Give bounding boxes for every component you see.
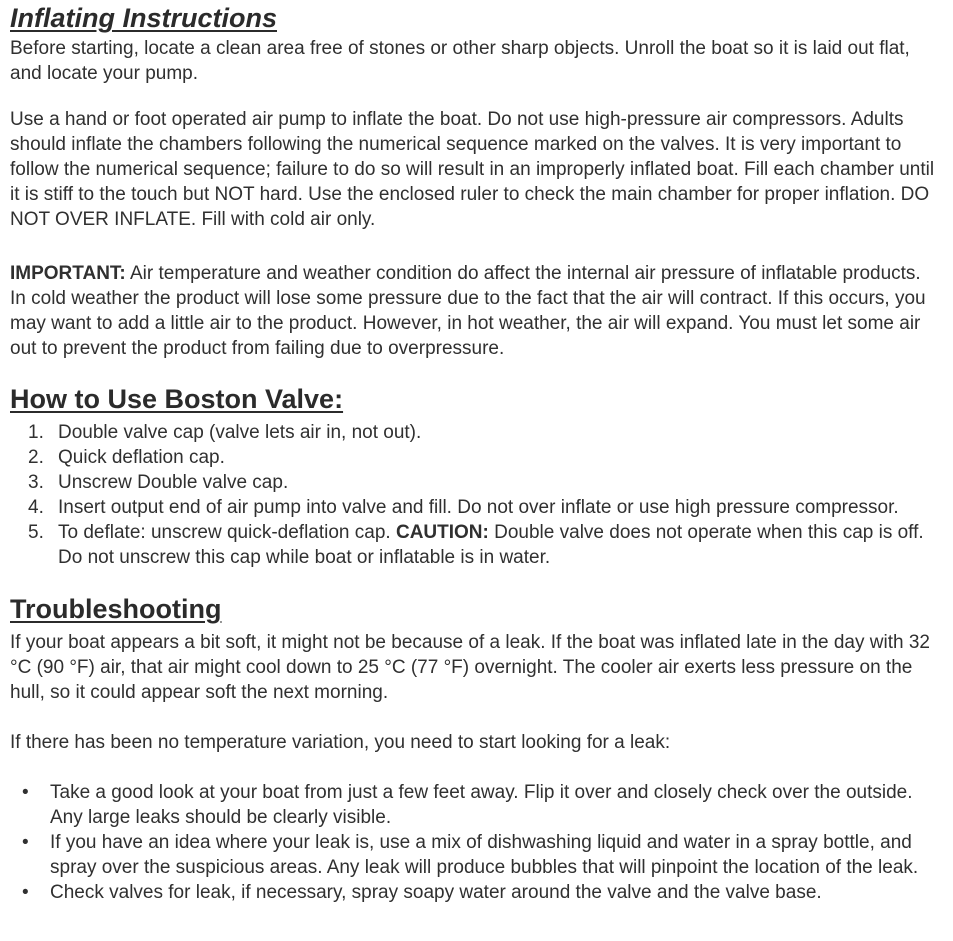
caution-label: CAUTION:: [395, 522, 489, 543]
paragraph-before-starting: Before starting, locate a clean area free of stones or other sharp objects. Unroll the boat so it is laid out flat, and locate your pump.: [10, 38, 910, 84]
list-item: [10, 420, 940, 445]
list-number: 3.: [28, 472, 44, 493]
list-item: [10, 470, 940, 495]
section-heading-inflating-instructions: Inflating Instructions: [10, 3, 277, 33]
section-heading-boston-valve: How to Use Boston Valve:: [10, 384, 344, 414]
paragraph-important: [10, 261, 940, 361]
list-item-text: Insert output end of air pump into valve and fill. Do not over inflate or use high pressure compressor.: [58, 497, 899, 518]
list-number: 1.: [28, 422, 44, 443]
important-text: Air temperature and weather condition do affect the internal air pressure of inflatable products. In cold weather the product will lose some pressure due to the fact that the air will contract. If this occurs, you may want to add a little air to the product. However, in hot weather, the air will expand. You must let some air out to prevent the product from failing due to overpressure.: [10, 263, 926, 359]
paragraph-soft-boat: If your boat appears a bit soft, it might not be because of a leak. If the boat was inflated late in the day with 32 °C (90 °F) air, that air might cool down to 25 °C (77 °F) overnight. The cooler air exerts less pressure on the hull, so it could appear soft the next morning.: [10, 632, 930, 703]
list-item: [10, 445, 940, 470]
list-item: [10, 780, 940, 830]
deflate-text: To deflate: unscrew quick-deflation cap.: [58, 522, 396, 543]
list-item-text: Double valve cap (valve lets air in, not out).: [58, 422, 422, 443]
leak-check-list: [10, 780, 940, 905]
important-label: IMPORTANT:: [10, 263, 126, 284]
list-item: [10, 830, 940, 880]
list-item-text: Take a good look at your boat from just a few feet away. Flip it over and closely check over the outside. Any large leaks should be clearly visible.: [50, 782, 913, 828]
list-item-text: If you have an idea where your leak is, use a mix of dishwashing liquid and water in a spray bottle, and spray over the suspicious areas. Any leak will produce bubbles that will pinpoint the location of the leak.: [50, 832, 919, 878]
list-item-text: Check valves for leak, if necessary, spray soapy water around the valve and the valve base.: [50, 882, 822, 903]
bullet-icon: •: [22, 782, 29, 803]
paragraph-pump-instructions: Use a hand or foot operated air pump to inflate the boat. Do not use high-pressure air compressors. Adults should inflate the chambers following the numerical sequence marked on the valves. It is very important to follow the numerical sequence; failure to do so will result in an improperly inflated boat. Fill each chamber until it is stiff to the touch but NOT hard. Use the enclosed ruler to check the main chamber for proper inflation. DO NOT OVER INFLATE. Fill with cold air only.: [10, 109, 935, 230]
list-item: [10, 880, 940, 905]
boston-valve-steps: [10, 420, 940, 570]
list-number: 2.: [28, 447, 44, 468]
list-item: [10, 520, 940, 570]
list-item-text: Unscrew Double valve cap.: [58, 472, 289, 493]
list-item: [10, 495, 940, 520]
list-item-text: Quick deflation cap.: [58, 447, 225, 468]
list-number: 4.: [28, 497, 44, 518]
caution-text: Double valve does not operate when this cap is off. Do not unscrew this cap while boat or inflatable is in water.: [58, 522, 924, 568]
list-number: 5.: [28, 522, 44, 543]
section-heading-troubleshooting: Troubleshooting: [10, 594, 222, 624]
bullet-icon: •: [22, 882, 29, 903]
paragraph-look-for-leak: If there has been no temperature variation, you need to start looking for a leak:: [10, 732, 671, 753]
bullet-icon: •: [22, 832, 29, 853]
list-item-text: [58, 520, 940, 570]
